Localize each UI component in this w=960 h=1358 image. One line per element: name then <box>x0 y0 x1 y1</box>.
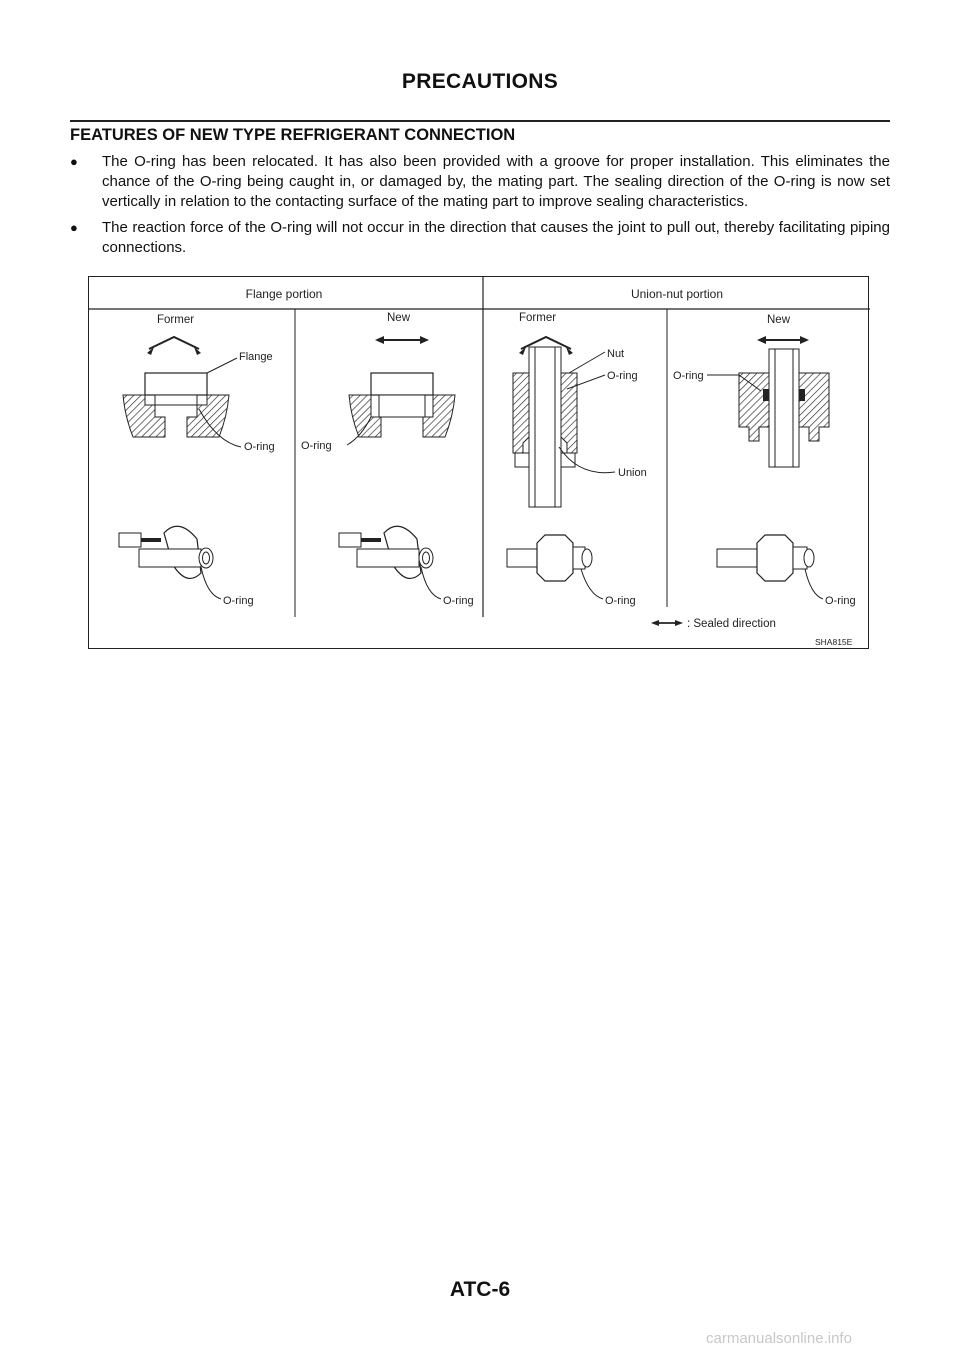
union-former-drawing <box>513 337 647 507</box>
union-nut-portion-header: Union-nut portion <box>630 287 724 301</box>
flange-new-drawing <box>301 336 455 452</box>
flange-new-label: New <box>387 312 411 324</box>
flange-former-oring-label: O-ring <box>244 441 275 453</box>
flange-former-drawing <box>123 337 275 453</box>
sealed-direction-text: : Sealed direction <box>687 618 776 630</box>
bullet-item <box>70 152 890 212</box>
flange-new-oring-label: O-ring <box>301 440 332 452</box>
flange-former-label: Former <box>157 314 195 326</box>
union-new-fitting <box>717 535 856 607</box>
bullet-text: The reaction force of the O-ring will not occur in the direction that causes the joint to pull out, thereby facilitating piping connections. <box>102 219 890 256</box>
union-new-oring-label: O-ring <box>673 370 704 382</box>
connection-diagram <box>88 276 869 649</box>
fitting-1-oring-label: O-ring <box>223 595 254 607</box>
flange-former-fitting <box>119 526 254 607</box>
flange-label: Flange <box>239 351 273 363</box>
bullet-list <box>70 152 890 264</box>
page-number: ATC-6 <box>449 1278 511 1301</box>
watermark: carmanualsonline.info <box>706 1330 852 1347</box>
union-label: Union <box>618 467 647 479</box>
union-new-label: New <box>767 314 791 326</box>
figure-id: SHA815E <box>815 637 853 647</box>
flange-new-fitting <box>339 526 474 607</box>
fitting-3-oring-label: O-ring <box>605 595 636 607</box>
fitting-2-oring-label: O-ring <box>443 595 474 607</box>
fitting-4-oring-label: O-ring <box>825 595 856 607</box>
bullet-text: The O-ring has been relocated. It has also been provided with a groove for proper installation. This eliminates the chance of the O-ring being caught in, or damaged by, the mating part. The sealing direction of the O-ring is now set vertically in relation to the contacting surface of the mating part to improve sealing characteristics. <box>102 153 890 210</box>
union-former-label: Former <box>519 312 557 324</box>
sealed-direction-legend <box>651 618 776 630</box>
flange-portion-header: Flange portion <box>245 287 323 301</box>
union-new-drawing <box>673 336 829 467</box>
bullet-dot-icon: ● <box>70 220 78 235</box>
union-former-oring-label: O-ring <box>607 370 638 382</box>
union-former-fitting <box>507 535 636 607</box>
bullet-item <box>70 218 890 258</box>
section-title: FEATURES OF NEW TYPE REFRIGERANT CONNECTION <box>70 126 516 144</box>
nut-label: Nut <box>607 348 625 360</box>
page-header-title: PRECAUTIONS <box>401 70 559 93</box>
connection-diagram-svg <box>89 277 870 650</box>
header-rule <box>70 120 890 122</box>
bullet-dot-icon: ● <box>70 154 78 169</box>
